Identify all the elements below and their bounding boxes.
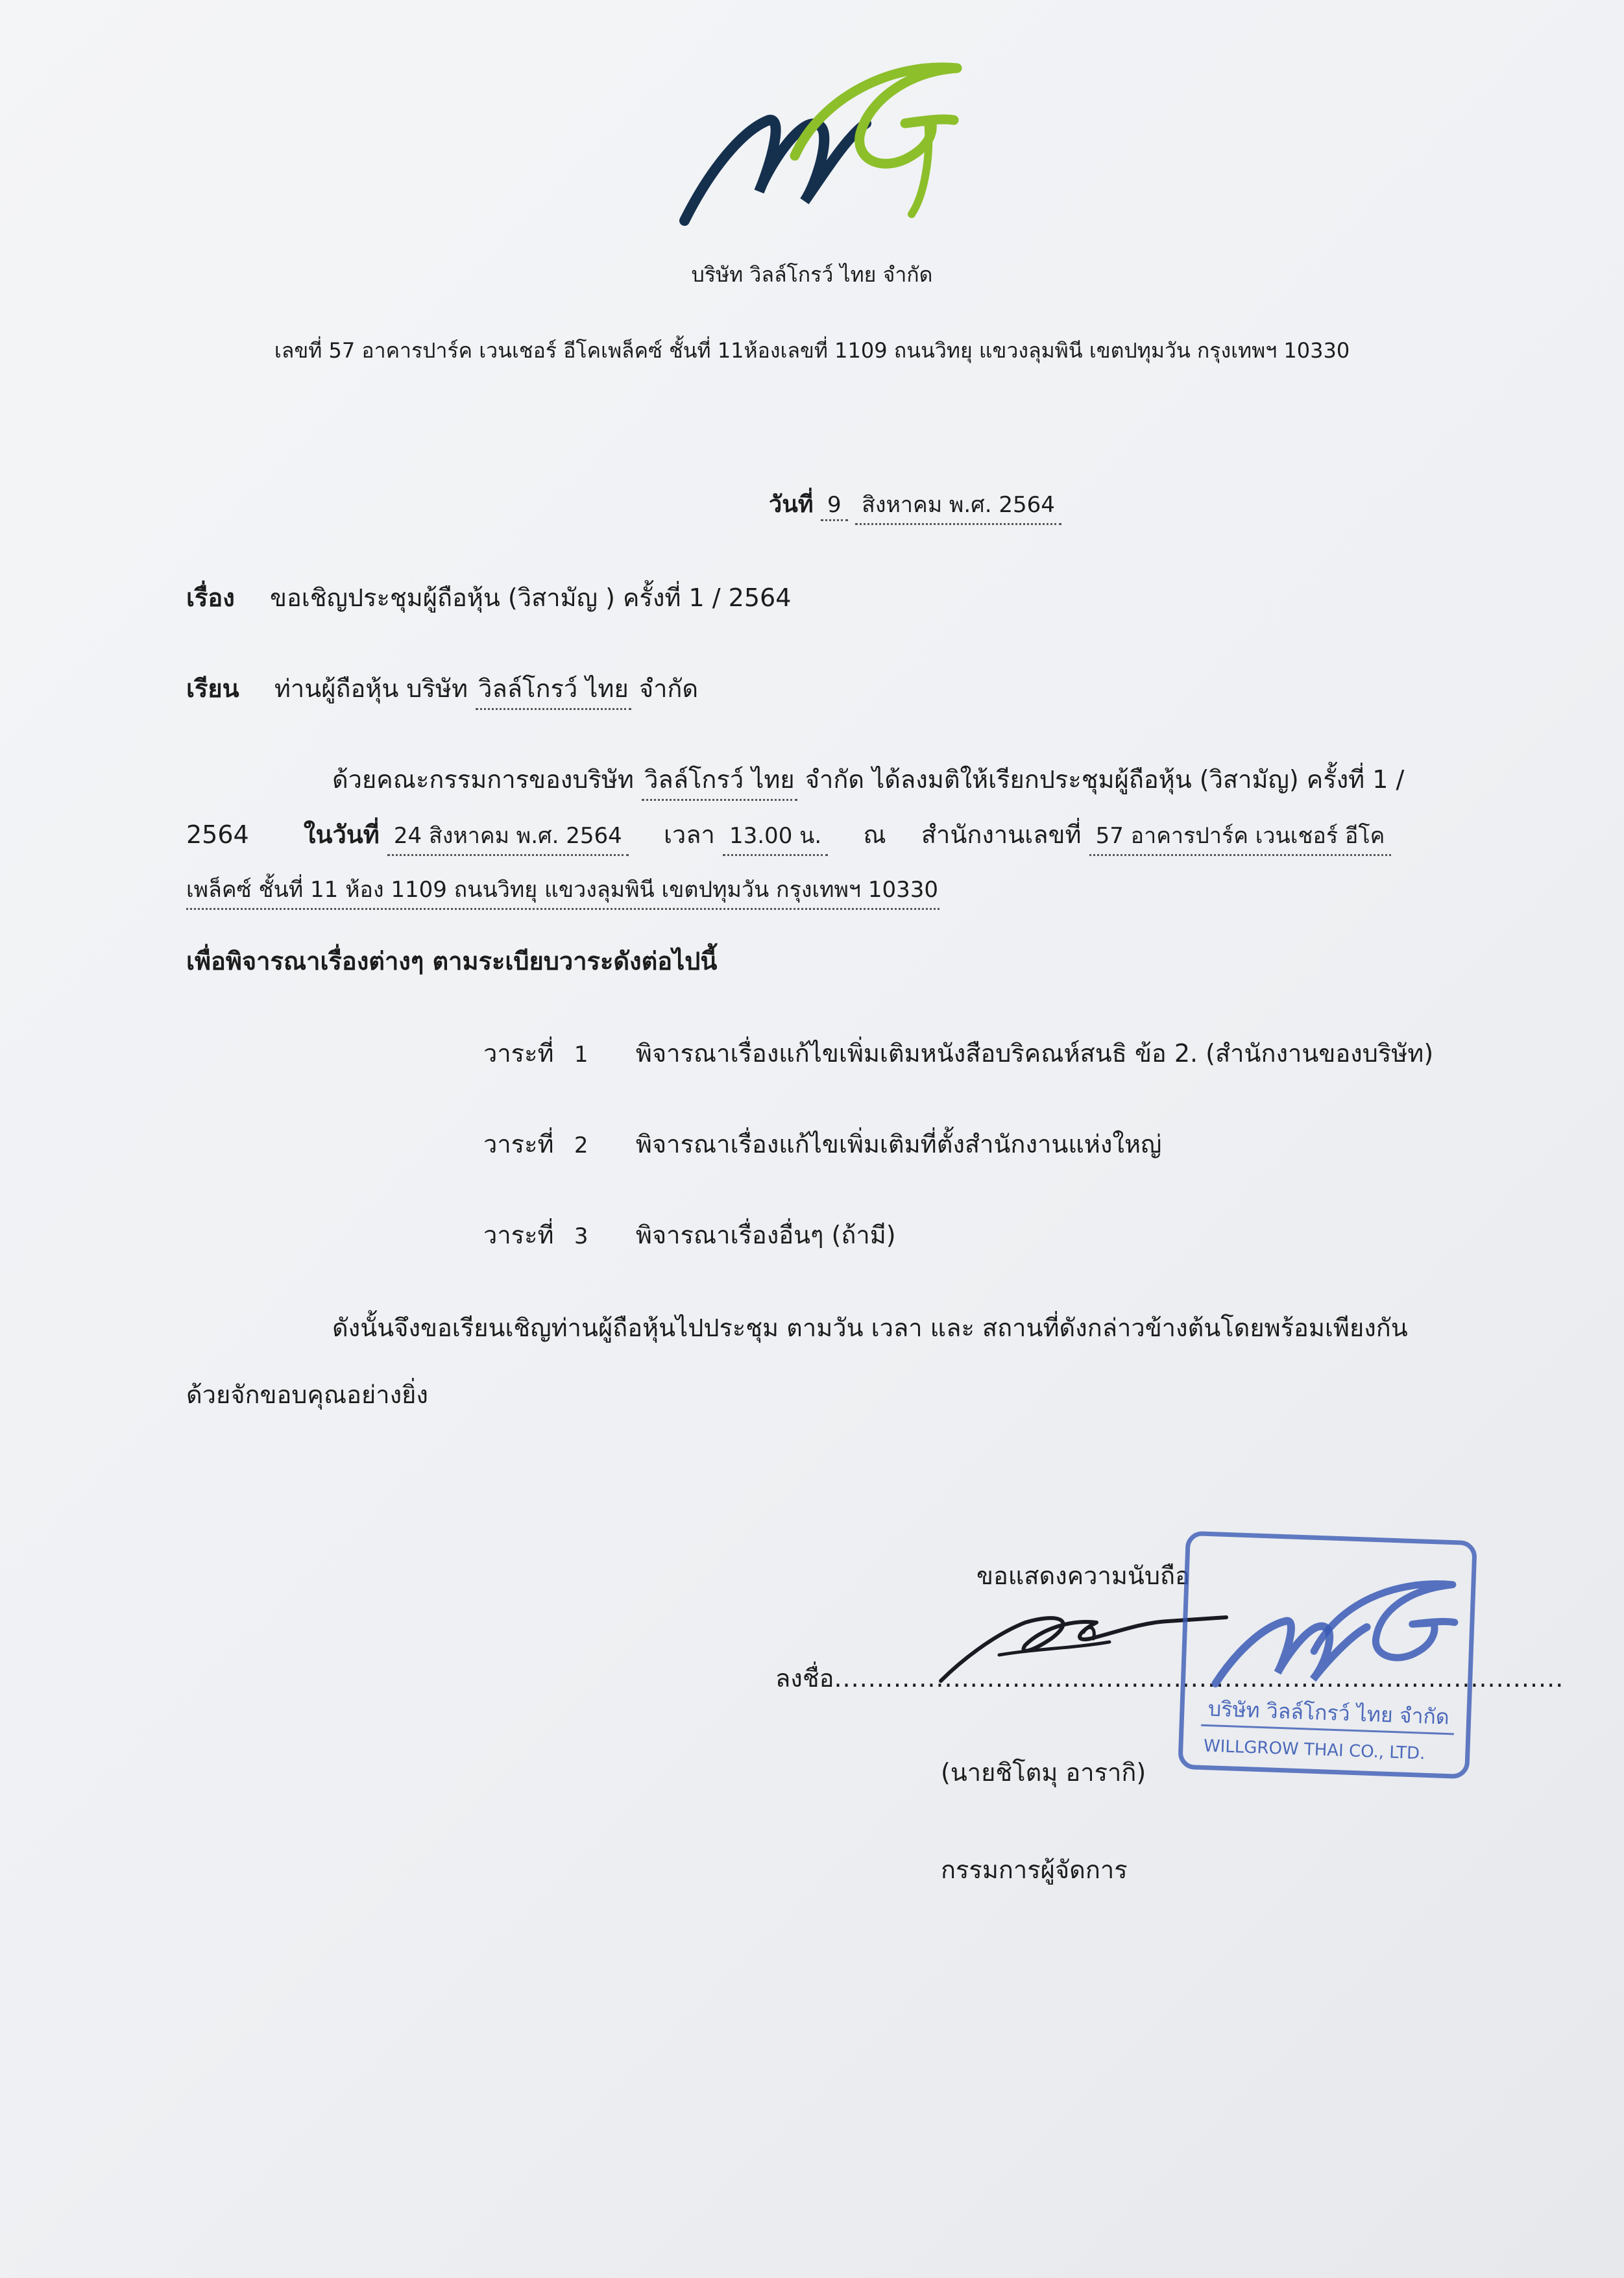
body-meeting-time: 13.00 น. [723, 818, 828, 856]
body-line-2 [186, 814, 1391, 856]
agenda-text: พิจารณาเรื่องแก้ไขเพิ่มเติมหนังสือบริคณห์สนธิ ข้อ 2. (สำนักงานของบริษัท) [635, 1039, 1434, 1068]
stamp-company-th: บริษัท วิลล์โกรว์ ไทย จำกัด [1207, 1696, 1450, 1730]
agenda-number: 1 [574, 1042, 588, 1068]
body-line-3 [186, 872, 939, 910]
body-address-part2: เพล็คซ์ ชั้นที่ 11 ห้อง 1109 ถนนวิทยุ แขวงลุมพินี เขตปทุมวัน กรุงเทพฯ 10330 [186, 872, 939, 910]
body-address-part1: 57 อาคารปาร์ค เวนเชอร์ อีโค [1089, 818, 1392, 856]
company-name: บริษัท วิลล์โกรว์ ไทย จำกัด [691, 262, 933, 287]
agenda-text: พิจารณาเรื่องแก้ไขเพิ่มเติมที่ตั้งสำนักงานแห่งใหญ่ [635, 1130, 1162, 1158]
body-line-4: เพื่อพิจารณาเรื่องต่างๆ ตามระเบียบวาระดังต่อไปนี้ [186, 947, 718, 975]
sign-label: ลงชื่อ [775, 1664, 834, 1693]
recipient-label: เรียน [186, 674, 239, 703]
closing-line-1: ดังนั้นจึงขอเรียนเชิญท่านผู้ถือหุ้นไปประชุม ตามวัน เวลา และ สถานที่ดังกล่าวข้างต้นโดยพร้อมเพียงกัน [332, 1314, 1408, 1342]
agenda-item [483, 1033, 1433, 1073]
logo-g-tail [912, 120, 928, 214]
recipient-prefix: ท่านผู้ถือหุ้น บริษัท [274, 674, 468, 703]
regards-text: ขอแสดงความนับถือ [976, 1562, 1190, 1590]
company-logo [672, 58, 970, 234]
agenda-label: วาระที่ [483, 1130, 554, 1158]
subject-text: ขอเชิญประชุมผู้ถือหุ้น (วิสามัญ ) ครั้งที่ 1 / 2564 [269, 583, 792, 612]
body-date-label: ในวันที่ [303, 820, 380, 849]
agenda-number: 3 [574, 1223, 588, 1249]
recipient-line [186, 668, 698, 710]
subject-label: เรื่อง [186, 583, 235, 612]
body-office-label: สำนักงานเลขที่ [921, 820, 1082, 849]
agenda-item [483, 1124, 1161, 1164]
recipient-suffix: จำกัด [638, 674, 699, 703]
logo-w-stroke [685, 120, 866, 221]
body-line-1 [332, 759, 1404, 801]
agenda-number: 2 [574, 1133, 588, 1158]
agenda-item [483, 1215, 896, 1255]
recipient-company: วิลล์โกรว์ ไทย [476, 668, 631, 710]
date-day: 9 [821, 492, 848, 521]
date-label: วันที่ [769, 491, 814, 518]
agenda-label: วาระที่ [483, 1039, 554, 1068]
company-address: เลขที่ 57 อาคารปาร์ค เวนเชอร์ อีโคเพล็คซ์ ชั้นที่ 11ห้องเลขที่ 1109 ถนนวิทยุ แขวงลุมพินี เขตปทุมวัน กรุงเทพฯ 10330 [274, 338, 1350, 363]
sign-dotted-line: ...................................................................................... [834, 1664, 1564, 1693]
agenda-text: พิจารณาเรื่องอื่นๆ (ถ้ามี) [635, 1221, 896, 1249]
body-line1-a: ด้วยคณะกรรมการของบริษัท [332, 765, 634, 794]
date-month-year: สิงหาคม พ.ศ. 2564 [855, 487, 1061, 525]
body-time-label: เวลา [663, 820, 715, 849]
subject-line [186, 578, 791, 617]
stamp-company-en: WILLGROW THAI CO., LTD. [1203, 1736, 1425, 1764]
agenda-label: วาระที่ [483, 1221, 554, 1249]
letter-date [769, 485, 1061, 525]
signer-name: (นายชิโตมุ อารากิ) [941, 1758, 1146, 1787]
body-line1-company: วิลล์โกรว์ ไทย [642, 759, 797, 801]
body-meeting-date: 24 สิงหาคม พ.ศ. 2564 [387, 818, 629, 856]
body-year: 2564 [186, 820, 249, 849]
closing-line-2: ด้วยจักขอบคุณอย่างยิ่ง [186, 1380, 428, 1409]
body-line1-b: จำกัด ได้ลงมติให้เรียกประชุมผู้ถือหุ้น (วิสามัญ) ครั้งที่ 1 / [805, 765, 1405, 794]
body-place-label: ณ [863, 820, 886, 849]
signer-position: กรรมการผู้จัดการ [941, 1855, 1128, 1884]
company-stamp [1174, 1526, 1482, 1783]
